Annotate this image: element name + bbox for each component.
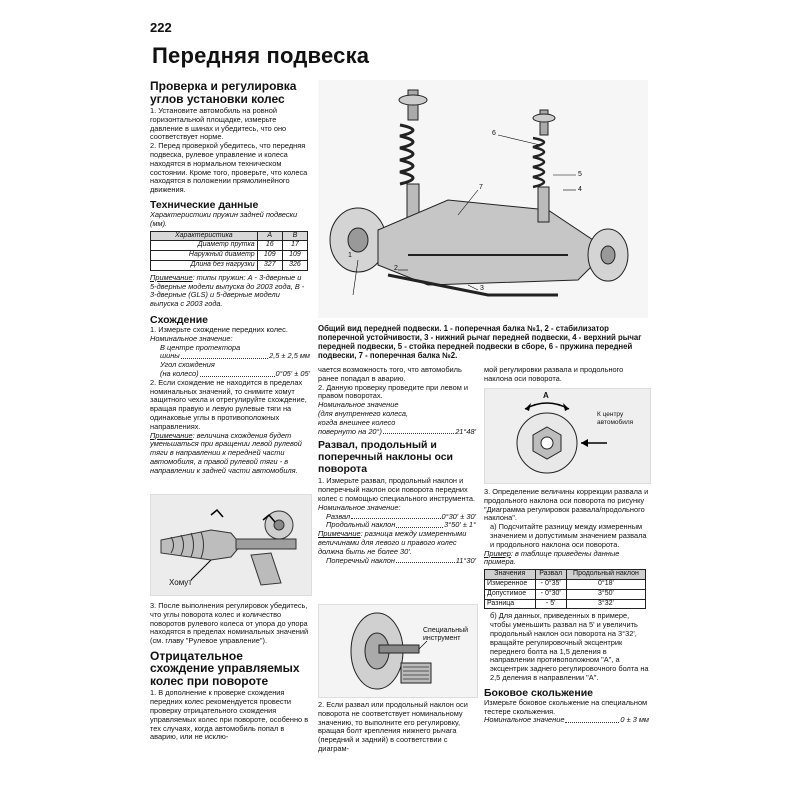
example-table xyxy=(484,569,646,609)
table-header: B xyxy=(282,231,307,241)
middle-column: чается возможность того, что автомобиль ранее попадал в аварию. 2. Данную проверку проведите при левом и правом поворотах. Номинальное значение (для внутреннего колеса, когда внешнее колесо повернуто на 20°) 21°48' Развал, продольный и поперечный наклоны оси поворота 1. Измерьте развал, продольный наклон и поперечный наклон оси поворота передних колес с помощью специального инструмента. Номинальное значение: Развал 0°30' ± 30' Продольный наклон 3°50' ± 1° Примечание: разница между измеренными величинами для левого и правого колес должна быть не более 30'. Поперечный наклон 11°30' xyxy=(318,365,476,565)
figure-caption: Общий вид передней подвески. 1 - поперечная балка №1, 2 - стабилизатор поперечной устойчивости, 3 - нижний рычаг передней подвески, 4 - верхний рычаг передней подвески, 5 - стойка передней подвески в сборе, 6 - пружина передней подвески, 7 - поперечная балка №2. xyxy=(318,324,642,360)
paragraph: 3. Определение величины коррекции развала и продольного наклона оси поворота по рисунку "Диаграмма регулировок развала/продольного наклона". xyxy=(484,487,649,523)
tool-label: Специальный инструмент xyxy=(423,627,469,642)
table-row: Наружный диаметр 109 109 xyxy=(151,251,308,261)
paragraph: 1. В дополнение к проверке схождения передних колес рекомендуется провести проверку отрицательного схождения управляемых колес при повороте, особенно в тех случаях, когда автомобиль попал в аварию, или не исклю- xyxy=(150,688,309,742)
camber-row: Развал 0°30' ± 30' xyxy=(326,511,476,521)
suspension-drawing xyxy=(318,80,648,318)
paragraph: 2. Перед проверкой убедитесь, что передняя подвеска, рулевое управление и колеса находятся в нормальном техническом состоянии. Кроме того, проверьте, что колеса находятся в положении прямолинейного движения. xyxy=(150,141,308,195)
paragraph: 2. Если схождение не находится в пределах номинальных значений, то снимите хомут защитного чехла и отрегулируйте схождение, вращая правую и левую рулевые тяги на одинаковые углы в противоположных направлениях. xyxy=(150,377,307,431)
section-title-alignment: Проверка и регулировка углов установки колес xyxy=(150,79,297,106)
table-header: Значения xyxy=(485,570,536,580)
paragraph: 1. Измерьте схождение передних колес. xyxy=(150,324,288,334)
kpi-row: Поперечный наклон 11°30' xyxy=(326,555,476,565)
toe-note: Примечание: величина схождения будет уменьшаться при вращении левой рулевой тяги в направлении к передней части автомобиля, а правой рулевой тяги - в направлении к задней части автомобиля. xyxy=(150,430,302,475)
clamp-label: Хомут xyxy=(169,578,192,587)
table-row: Разница - 5' 3°32' xyxy=(485,599,646,609)
tool-drawing xyxy=(319,605,477,697)
section-title-tech-data: Технические данные xyxy=(150,198,259,211)
paragraph: мой регулировки развала и продольного наклона оси поворота. xyxy=(484,365,624,383)
arrow-a-label: A xyxy=(543,391,549,400)
to-center-label: К центру автомобиля xyxy=(597,411,634,426)
caster-row: Продольный наклон 3°50' ± 1° xyxy=(326,520,476,530)
callout-7: 7 xyxy=(479,184,483,191)
toe-angle-row: (на колесо) 0°05' ± 05' xyxy=(160,368,310,378)
table-row: Длина без нагрузки 327 326 xyxy=(151,260,308,270)
front-suspension-figure xyxy=(318,80,648,318)
table-row: Диаметр прутка 16 17 xyxy=(151,241,308,251)
paragraph: 3. После выполнения регулировок убедитесь, что углы поворота колес и количество поворотов рулевого колеса от упора до упора находятся в пределах номинальных значений (см. главу "Рулевое управление"). xyxy=(150,601,309,646)
callout-4: 4 xyxy=(578,186,582,193)
callout-1: 1 xyxy=(348,252,352,259)
left-column: Проверка и регулировка углов установки колес 1. Установите автомобиль на ровной горизонтальной площадке, измерьте давление в шинах и убедитесь, что оно соответствует норме. 2. Перед проверкой убедитесь, что передняя подвеска, рулевое управление и колеса находятся в нормальном техническом состоянии. Кроме того, проверьте, что колеса находятся в положении прямолинейного движения. Технические данные Характеристики пружин задней подвески (мм). Характеристика A B Диаметр прутка 16 17 Наружный диаметр 109 109 Длина без нагрузки 327 326 Примечание: типы пружин: А - 3-дверные и 5-дверные модели выпуска до 2003 года, В - 3-дверные (GLS) и 5-дверные модели выпуска с 2003 года. Схождение 1. Измерьте схождение передних колес. Номинальное значение: В центре протектора шины 2,5 ± 2,5 мм Угол схождения (на колесо) 0°05' ± 05' 2. Если схождение не находится в пределах номинальных значений, то снимите хомут защитного чехла и отрегулируйте схождение, вращая правую и левую рулевые тяги на одинаковые углы в противоположных направлениях. Примечание: величина схождения будет уменьшаться при вращении левой рулевой тяги в направлении к передней части автомобиля, а правой рулевой тяги - в направлении к задней части автомобиля. xyxy=(150,79,310,475)
section-title-side-slip: Боковое скольжение xyxy=(484,686,593,699)
callout-2: 2 xyxy=(394,265,398,272)
left-column-bottom xyxy=(150,602,310,742)
side-slip-row: Номинальное значение 0 ± 3 мм xyxy=(484,715,649,725)
table-row: Допустимое - 0°30' 3°50' xyxy=(485,589,646,599)
example-note: Пример: в таблице приведены данные примера. xyxy=(484,548,620,567)
paragraph: Измерьте боковое скольжение на специальном тестере скольжения. xyxy=(484,697,648,716)
toe-value-row: шины 2,5 ± 2,5 мм xyxy=(160,351,310,361)
right-column xyxy=(484,488,649,725)
inner-wheel-row: повернуто на 20°) 21°48' xyxy=(318,426,476,436)
section-title-negative-toe: Отрицательное схождение управляемых колес при повороте xyxy=(150,648,300,688)
paragraph: 1. Установите автомобиль на ровной горизонтальной площадке, измерьте давление в шинах и убедитесь, что оно соответствует норме. xyxy=(150,106,287,142)
section-title-camber: Развал, продольный и поперечный наклоны оси поворота xyxy=(318,439,454,476)
spring-note: Примечание: типы пружин: А - 3-дверные и 5-дверные модели выпуска до 2003 года, В - 3-дверные (GLS) и 5-дверные модели выпуска с 2003 года. xyxy=(150,272,305,309)
middle-column-bottom xyxy=(318,701,476,754)
table-header: A xyxy=(257,231,282,241)
special-tool-figure xyxy=(318,604,478,698)
callout-3: 3 xyxy=(480,285,484,292)
table-header: Характеристика xyxy=(151,231,258,241)
paragraph: 2. Если развал или продольный наклон оси поворота не соответствует номинальному значению, то выполните его регулировку, вращая болт крепления нижнего рычага (передний и задний) в соответствии с диаграм- xyxy=(318,700,468,753)
callout-5: 5 xyxy=(578,171,582,178)
table-header: Развал xyxy=(535,570,566,580)
page-number: 222 xyxy=(150,20,172,35)
paragraph: б) Для данных, приведенных в примере, чтобы уменьшить развал на 5' и увеличить продольный наклон оси поворота на 3°32', вращайте регулировочный эксцентрик переднего болта на 1,5 деления в направлении противоположном "А", а эксцентрик заднего регулировочного болта на 2,5 деления в направлении "А". xyxy=(490,611,649,682)
springs-caption: Характеристики пружин задней подвески (мм). xyxy=(150,209,298,228)
paragraph: 1. Измерьте развал, продольный наклон и поперечный наклон оси поворота передних колес с помощью специального инструмента. xyxy=(318,476,476,503)
page-title: Передняя подвеска xyxy=(152,43,370,68)
eccentric-dial-figure xyxy=(484,388,651,484)
paragraph: чается возможность того, что автомобиль ранее попадал в аварию. xyxy=(318,365,462,383)
callout-6: 6 xyxy=(492,130,496,137)
table-row: Измеренное - 0°35' 0°18' xyxy=(485,579,646,589)
dial-drawing xyxy=(485,389,650,483)
paragraph: а) Подсчитайте разницу между измеренным значением и допустимым значением развала и продольного наклона оси поворота. xyxy=(490,522,647,549)
nominal-label: Номинальное значение: xyxy=(150,333,233,343)
tie-rod-clamp-figure xyxy=(150,494,312,596)
right-column-top xyxy=(484,366,649,384)
paragraph: 2. Данную проверку проведите при левом и правом поворотах. xyxy=(318,382,468,401)
camber-note: Примечание: разница между измеренными величинами для левого и правого колес должна быть не более 30'. xyxy=(318,529,467,556)
section-title-toe: Схождение xyxy=(150,313,209,326)
table-header: Продольный наклон xyxy=(566,570,645,580)
spring-spec-table xyxy=(150,231,308,271)
